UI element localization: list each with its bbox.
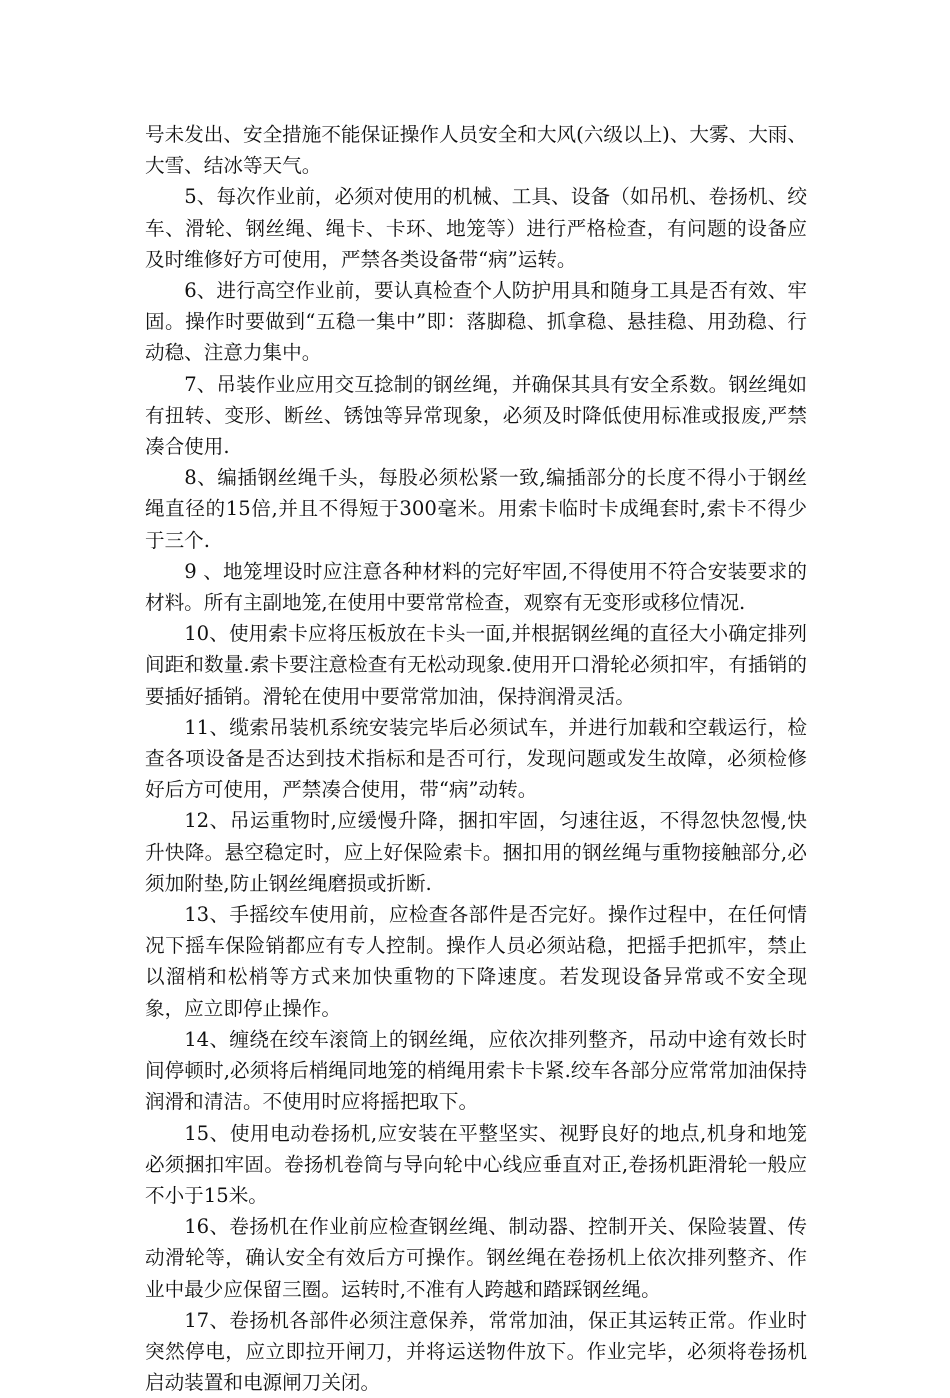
paragraph-item-8: 8、编插钢丝绳千头，每股必须松紧一致,编插部分的长度不得小于钢丝绳直径的15倍,并且不得短于300毫米。用索卡临时卡成绳套时,索卡不得少于三个. [145,466,807,552]
paragraph-item-10: 10、使用索卡应将压板放在卡头一面,并根据钢丝绳的直径大小确定排列间距和数量.索卡要注意检查有无松动现象.使用开口滑轮必须扣牢，有插销的要插好插销。滑轮在使用中要常常加油，保持润滑灵活。 [145,622,807,708]
paragraph-item-14: 14、缠绕在绞车滚筒上的钢丝绳，应依次排列整齐，吊动中途有效长时间停顿时,必须将后梢绳同地笼的梢绳用索卡卡紧.绞车各部分应常常加油保持润滑和清洁。不使用时应将摇把取下。 [145,1027,807,1114]
document-body [145,119,807,1398]
paragraph-item-13: 13、手摇绞车使用前，应检查各部件是否完好。操作过程中，在任何情况下摇车保险销都应有专人控制。操作人员必须站稳，把摇手把抓牢，禁止以溜梢和松梢等方式来加快重物的下降速度。若发现设备异常或不安全现象，应立即停止操作。 [145,903,807,1020]
paragraph-item-15: 15、使用电动卷扬机,应安装在平整坚实、视野良好的地点,机身和地笼必须捆扣牢固。卷扬机卷筒与导向轮中心线应垂直对正,卷扬机距滑轮一般应不小于15米。 [145,1121,807,1207]
paragraph-continued: 号未发出、安全措施不能保证操作人员安全和大风(六级以上)、大雾、大雨、大雪、结冰等天气。 [145,123,807,178]
paragraph-item-5: 5、每次作业前，必须对使用的机械、工具、设备（如吊机、卷扬机、绞车、滑轮、钢丝绳、绳卡、卡环、地笼等）进行严格检查，有问题的设备应及时维修好方可使用，严禁各类设备带“病”运转。 [145,185,807,271]
paragraph-item-6: 6、进行高空作业前，要认真检查个人防护用具和随身工具是否有效、牢固。操作时要做到“五稳一集中”即：落脚稳、抓拿稳、悬挂稳、用劲稳、行动稳、注意力集中。 [145,279,807,365]
paragraph-item-17: 17、卷扬机各部件必须注意保养，常常加油，保正其运转正常。作业时突然停电，应立即拉开闸刀，并将运送物件放下。作业完毕，必须将卷扬机启动装置和电源闸刀关闭。 [145,1308,807,1395]
paragraph-item-16: 16、卷扬机在作业前应检查钢丝绳、制动器、控制开关、保险装置、传动滑轮等，确认安全有效后方可操作。钢丝绳在卷扬机上依次排列整齐、作业中最少应保留三圈。运转时,不准有人跨越和踏踩钢丝绳。 [145,1215,807,1301]
paragraph-item-11: 11、缆索吊装机系统安装完毕后必须试车，并进行加载和空载运行，检查各项设备是否达到技术指标和是否可行，发现问题或发生故障，必须检修好后方可使用，严禁凑合使用，带“病”动转。 [145,715,807,802]
paragraph-item-9: 9 、地笼埋设时应注意各种材料的完好牢固,不得使用不符合安装要求的材料。所有主副地笼,在使用中要常常检查，观察有无变形或移位情况. [145,559,807,615]
paragraph-item-12: 12、吊运重物时,应缓慢升降，捆扣牢固，匀速往返，不得忽快忽慢,快升快降。悬空稳定时，应上好保险索卡。捆扣用的钢丝绳与重物接触部分,必须加附垫,防止钢丝绳磨损或折断. [145,809,807,895]
paragraph-item-7: 7、吊装作业应用交互捻制的钢丝绳，并确保其具有安全系数。钢丝绳如有扭转、变形、断丝、锈蚀等异常现象，必须及时降低使用标准或报废,严禁凑合使用. [145,372,807,459]
